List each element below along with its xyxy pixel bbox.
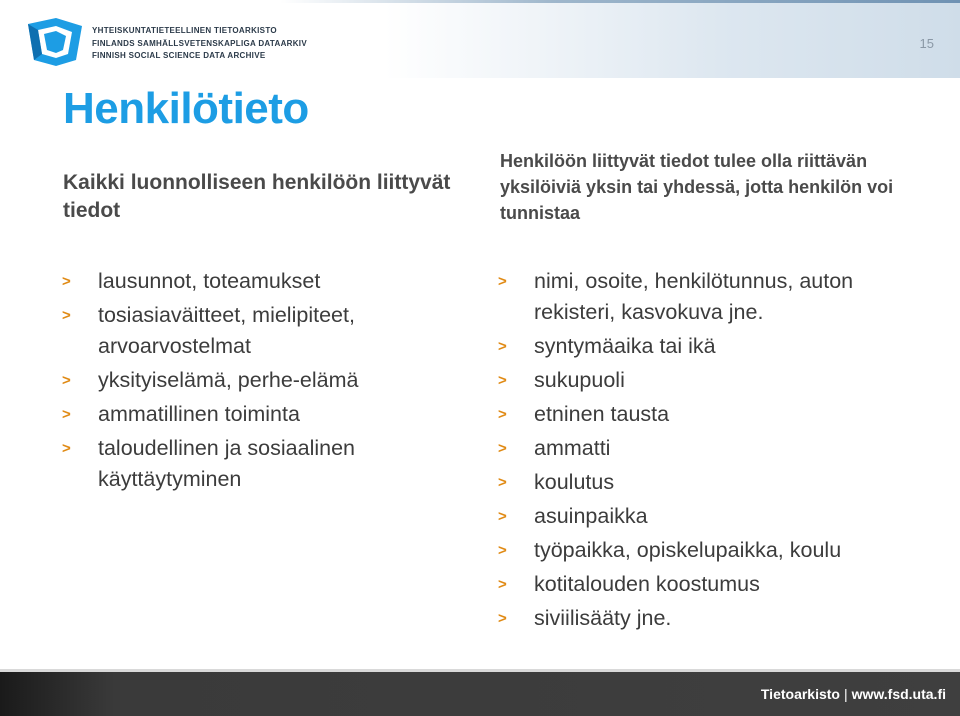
- chevron-right-icon: >: [498, 542, 507, 559]
- list-item: [498, 603, 934, 634]
- chevron-right-icon: >: [62, 406, 71, 423]
- list-item: [498, 467, 934, 498]
- list-item-text: yksityiselämä, perhe-elämä: [98, 368, 359, 392]
- list-item: [62, 365, 458, 396]
- list-item: [62, 399, 458, 430]
- logo-line-fi: YHTEISKUNTATIETEELLINEN TIETOARKISTO: [92, 26, 277, 35]
- chevron-right-icon: >: [498, 474, 507, 491]
- footer-url[interactable]: www.fsd.uta.fi: [851, 686, 946, 702]
- list-item: [498, 433, 934, 464]
- list-item-text: ammatillinen toiminta: [98, 402, 300, 426]
- chevron-right-icon: >: [498, 273, 507, 290]
- left-subtitle: Kaikki luonnolliseen henkilöön liittyvät tiedot: [63, 171, 451, 222]
- list-item: [498, 535, 934, 566]
- slide-title: Henkilötieto: [63, 84, 309, 133]
- list-item: [62, 433, 458, 495]
- chevron-right-icon: >: [498, 372, 507, 389]
- chevron-right-icon: >: [498, 338, 507, 355]
- fsd-logo-icon: [26, 16, 84, 68]
- header-rule: [280, 0, 960, 3]
- list-item-text: ammatti: [534, 436, 611, 460]
- chevron-right-icon: >: [62, 440, 71, 457]
- logo-line-sv: FINLANDS SAMHÄLLSVETENSKAPLIGA DATAARKIV: [92, 38, 307, 48]
- logo-text: [92, 25, 307, 63]
- slide-footer: [0, 672, 960, 716]
- chevron-right-icon: >: [498, 440, 507, 457]
- chevron-right-icon: >: [498, 406, 507, 423]
- list-item: [498, 331, 934, 362]
- list-item: [498, 569, 934, 600]
- list-item-text: tosiasiaväitteet, mielipiteet, arvoarvostelmat: [98, 303, 355, 358]
- right-bullet-list: [498, 266, 934, 637]
- list-item-text: syntymäaika tai ikä: [534, 334, 716, 358]
- list-item-text: koulutus: [534, 470, 615, 494]
- chevron-right-icon: >: [62, 307, 71, 324]
- list-item-text: taloudellinen ja sosiaalinen käyttäytyminen: [98, 436, 355, 491]
- footer-separator: |: [843, 686, 848, 702]
- list-item-text: sukupuoli: [534, 368, 625, 392]
- list-item-text: etninen tausta: [534, 402, 670, 426]
- list-item-text: työpaikka, opiskelupaikka, koulu: [534, 538, 842, 562]
- chevron-right-icon: >: [498, 576, 507, 593]
- left-bullet-list: [62, 266, 458, 498]
- right-subtitle: Henkilöön liittyvät tiedot tulee olla riittävän yksilöiviä yksin tai yhdessä, jotta henkilön voi tunnistaa: [500, 151, 894, 223]
- list-item: [498, 365, 934, 396]
- chevron-right-icon: >: [498, 508, 507, 525]
- footer-text: [761, 686, 946, 702]
- list-item-text: siviilisääty jne.: [534, 606, 672, 630]
- list-item-text: asuinpaikka: [534, 504, 648, 528]
- chevron-right-icon: >: [62, 372, 71, 389]
- list-item: [498, 399, 934, 430]
- list-item: [498, 266, 934, 328]
- list-item: [498, 501, 934, 532]
- footer-org: Tietoarkisto: [760, 686, 840, 702]
- chevron-right-icon: >: [62, 273, 71, 290]
- page-number: 15: [919, 36, 934, 51]
- list-item-text: lausunnot, toteamukset: [98, 269, 321, 293]
- chevron-right-icon: >: [498, 610, 507, 627]
- list-item: [62, 266, 458, 297]
- list-item-text: nimi, osoite, henkilötunnus, auton rekisteri, kasvokuva jne.: [534, 269, 854, 324]
- logo-line-en: FINNISH SOCIAL SCIENCE DATA ARCHIVE: [92, 51, 266, 60]
- list-item: [62, 300, 458, 362]
- list-item-text: kotitalouden koostumus: [534, 572, 760, 596]
- slide-header: [0, 0, 960, 78]
